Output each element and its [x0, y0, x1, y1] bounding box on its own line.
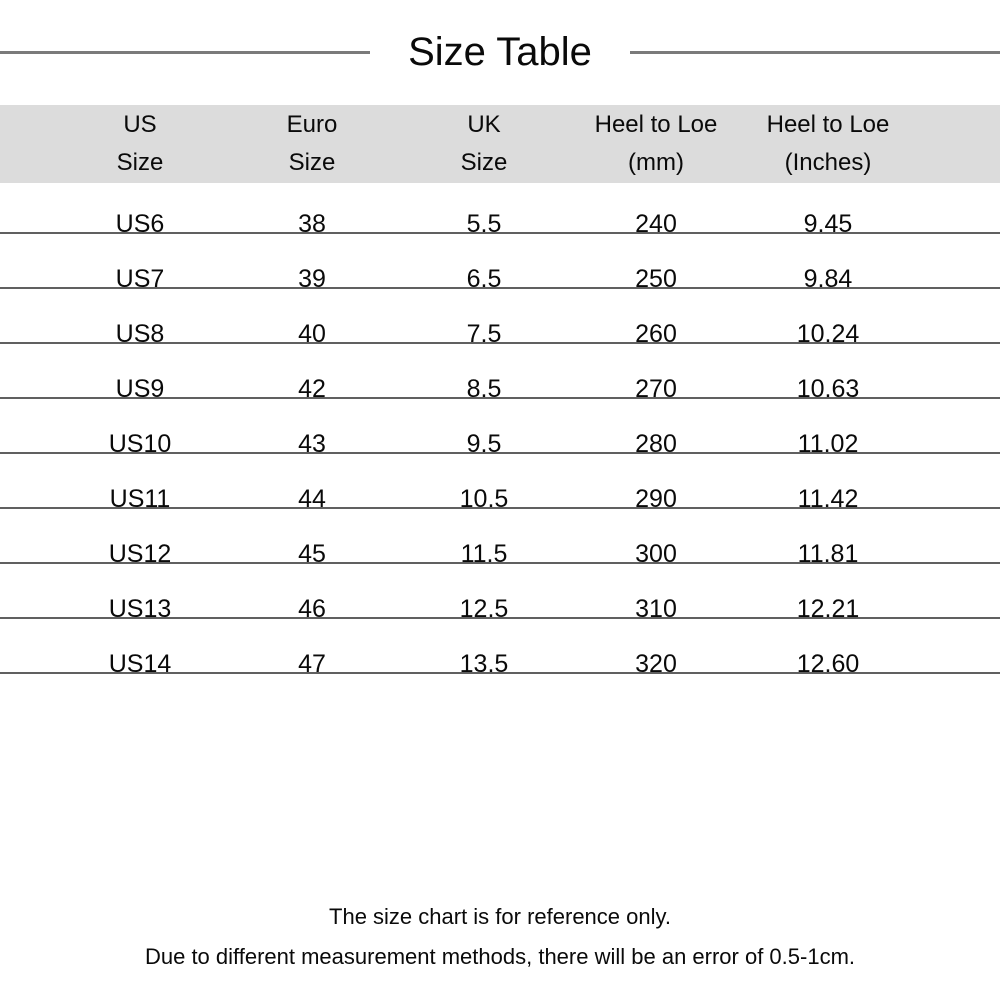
column-header-line: Size — [460, 149, 508, 176]
column-header-euro-size — [226, 106, 398, 182]
footnote — [0, 904, 1000, 970]
cell-heel-mm: 260 — [635, 320, 677, 348]
cell-uk-size: 12.5 — [459, 595, 509, 623]
cell-heel-mm: 320 — [635, 650, 677, 678]
cell-euro-size: 39 — [298, 265, 326, 293]
cell-heel-inches: 10.24 — [796, 320, 860, 348]
cell-uk-size: 8.5 — [466, 375, 502, 403]
cell-heel-inches: 11.42 — [797, 485, 859, 513]
cell-us-size: US13 — [108, 595, 172, 623]
cell-heel-inches: 12.60 — [796, 650, 860, 678]
cell-uk-size: 6.5 — [466, 265, 502, 293]
table-header-row — [0, 105, 1000, 183]
cell-uk-size: 13.5 — [459, 650, 509, 678]
cell-uk-size: 5.5 — [466, 210, 502, 238]
column-header-uk-size — [398, 106, 570, 182]
column-header-line: Size — [288, 149, 336, 176]
column-header-line: UK — [467, 111, 501, 138]
title-bar — [0, 29, 1000, 75]
cell-us-size: US10 — [108, 430, 172, 458]
cell-euro-size: 44 — [298, 485, 326, 513]
column-header-heel-to-loe-inches — [742, 106, 914, 182]
cell-heel-mm: 290 — [635, 485, 677, 513]
cell-euro-size: 43 — [298, 430, 326, 458]
cell-us-size: US7 — [115, 265, 165, 293]
column-header-us-size — [54, 106, 226, 182]
cell-uk-size: 7.5 — [466, 320, 502, 348]
cell-heel-mm: 270 — [635, 375, 677, 403]
table-row — [0, 454, 1000, 513]
cell-us-size: US8 — [115, 320, 165, 348]
cell-us-size: US6 — [115, 210, 165, 238]
cell-euro-size: 47 — [298, 650, 326, 678]
cell-us-size: US9 — [115, 375, 165, 403]
cell-uk-size: 9.5 — [466, 430, 502, 458]
table-row — [0, 619, 1000, 678]
table-row — [0, 564, 1000, 623]
cell-us-size: US14 — [108, 650, 172, 678]
cell-heel-mm: 300 — [635, 540, 677, 568]
cell-us-size: US11 — [109, 485, 171, 513]
cell-heel-inches: 9.84 — [803, 265, 853, 293]
cell-euro-size: 42 — [298, 375, 326, 403]
table-row — [0, 344, 1000, 403]
table-row — [0, 234, 1000, 293]
table-row — [0, 509, 1000, 568]
column-header-line: Euro — [286, 111, 338, 138]
cell-heel-inches: 11.81 — [797, 540, 859, 568]
column-header-line: US — [123, 111, 157, 138]
cell-heel-mm: 310 — [635, 595, 677, 623]
title-rule-right — [630, 51, 1000, 54]
column-header-line: (mm) — [628, 149, 684, 176]
table-body — [0, 183, 1000, 678]
cell-heel-mm: 280 — [635, 430, 677, 458]
page-title: Size Table — [408, 30, 592, 74]
cell-euro-size: 38 — [298, 210, 326, 238]
cell-uk-size: 11.5 — [460, 540, 508, 568]
table-row — [0, 399, 1000, 458]
column-header-line: Size — [116, 149, 164, 176]
cell-heel-mm: 250 — [635, 265, 677, 293]
footnote-line-1: The size chart is for reference only. — [329, 904, 671, 929]
cell-uk-size: 10.5 — [459, 485, 509, 513]
table-row — [0, 183, 1000, 238]
table-row — [0, 289, 1000, 348]
column-header-line: Heel to Loe — [766, 111, 890, 138]
cell-heel-inches: 9.45 — [803, 210, 853, 238]
column-header-heel-to-loe-mm — [570, 106, 742, 182]
column-header-line: Heel to Loe — [594, 111, 718, 138]
cell-us-size: US12 — [108, 540, 172, 568]
cell-heel-mm: 240 — [635, 210, 677, 238]
title-rule-left — [0, 51, 370, 54]
cell-euro-size: 46 — [298, 595, 326, 623]
cell-euro-size: 45 — [298, 540, 326, 568]
footnote-line-2: Due to different measurement methods, there will be an error of 0.5-1cm. — [144, 944, 856, 969]
cell-heel-inches: 12.21 — [796, 595, 860, 623]
cell-heel-inches: 11.02 — [797, 430, 859, 458]
column-header-line: (Inches) — [784, 149, 872, 176]
cell-heel-inches: 10.63 — [796, 375, 860, 403]
cell-euro-size: 40 — [298, 320, 326, 348]
